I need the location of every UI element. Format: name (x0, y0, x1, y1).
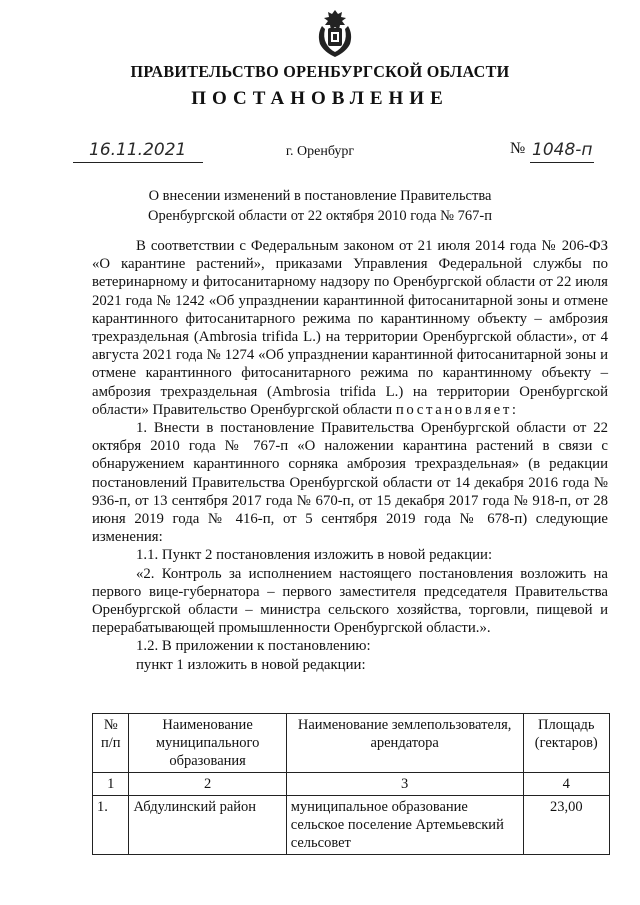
document-type: ПОСТАНОВЛЕНИЕ (191, 88, 449, 109)
number-field (530, 140, 594, 163)
item-1-1: 1.1. Пункт 2 постановления изложить в новой редакции: (136, 547, 493, 564)
coat-of-arms-icon (315, 8, 355, 60)
column-number: 1 (93, 773, 129, 796)
table-row (93, 796, 610, 855)
document-body (92, 237, 608, 674)
preamble-paragraph (92, 237, 608, 419)
column-number: 4 (523, 773, 609, 796)
handwritten-number: 1048-п (532, 140, 593, 160)
row-area: 23,00 (523, 796, 609, 855)
item-1-1-quote: «2. Контроль за исполнением настоящего постановления возложить на первого вице-губернатора – первого заместителя председателя Правительства Оренбургской области – министра сельского хозяйства, торговли, пищевой и перерабатывающей промышленности Оренбургской области.». (92, 565, 608, 637)
item-1-2: 1.2. В приложении к постановлению: (136, 638, 371, 655)
document-subject (0, 186, 640, 226)
decree-word: постановляет: (395, 401, 519, 418)
government-title: ПРАВИТЕЛЬСТВО ОРЕНБУРГСКОЙ ОБЛАСТИ (130, 62, 510, 81)
column-number: 2 (129, 773, 286, 796)
item-1: 1. Внести в постановление Правительства Оренбургской области от 22 октября 2010 года № 767-п «О наложении карантина растений в связи с обнаружением карантинного сорняка амброзия трехраздельная» (в редакции постановлений Правительства Оренбургской области от 14 декабря 2016 года № 936-п, от 13 сентября 2017 года № 670-п, от 15 декабря 2017 года № 918-п, от 28 июня 2019 года № 416-п, от 5 сентября 2019 года № 678-п) следующие изменения: (92, 420, 608, 546)
row-municipality: Абдулинский район (129, 796, 286, 855)
preamble-text: В соответствии с Федеральным законом от 21 июля 2014 года № 206-ФЗ «О карантине растений», приказами Управления Федеральной службы по ветеринарному и фитосанитарному надзору по Оренбургской области от 22 июля 2021 года № 1242 «Об упразднении карантинной фитосанитарной зоны и отмене карантинного фитосанитарного режима по карантинному объекту – амброзия трехраздельная (Ambrosia trifida L.) на территории Оренбургской области», от 4 августа 2021 года № 1274 «Об упразднении карантинной фитосанитарной зоны и отмене карантинного фитосанитарного режима по карантинному объекту – амброзия трехраздельная (Ambrosia trifida L.) на территории Оренбургской области» Правительство Оренбургской области (92, 238, 608, 418)
city: г. Оренбург (285, 144, 355, 159)
row-number: 1. (93, 796, 129, 855)
item-1-2-sub: пункт 1 изложить в новой редакции: (136, 656, 366, 673)
column-number: 3 (286, 773, 523, 796)
number-label: № (510, 140, 526, 157)
header-cell-land-user: Наименование землепользователя, арендатора (286, 714, 523, 773)
table-header-row (93, 714, 610, 773)
handwritten-date: 16.11.2021 (89, 140, 187, 160)
column-number-row (93, 773, 610, 796)
header-cell-municipality: Наименование муниципального образования (129, 714, 286, 773)
header-cell-number: № п/п (93, 714, 129, 773)
annex-table (92, 713, 610, 855)
header-cell-area: Площадь (гектаров) (523, 714, 609, 773)
subject-line-1: О внесении изменений в постановление Правительства (148, 188, 492, 204)
subject-line-2: Оренбургской области от 22 октября 2010 года № 767-п (148, 208, 492, 224)
row-land-user: муниципальное образование сельское поселение Артемьевский сельсовет (286, 796, 523, 855)
